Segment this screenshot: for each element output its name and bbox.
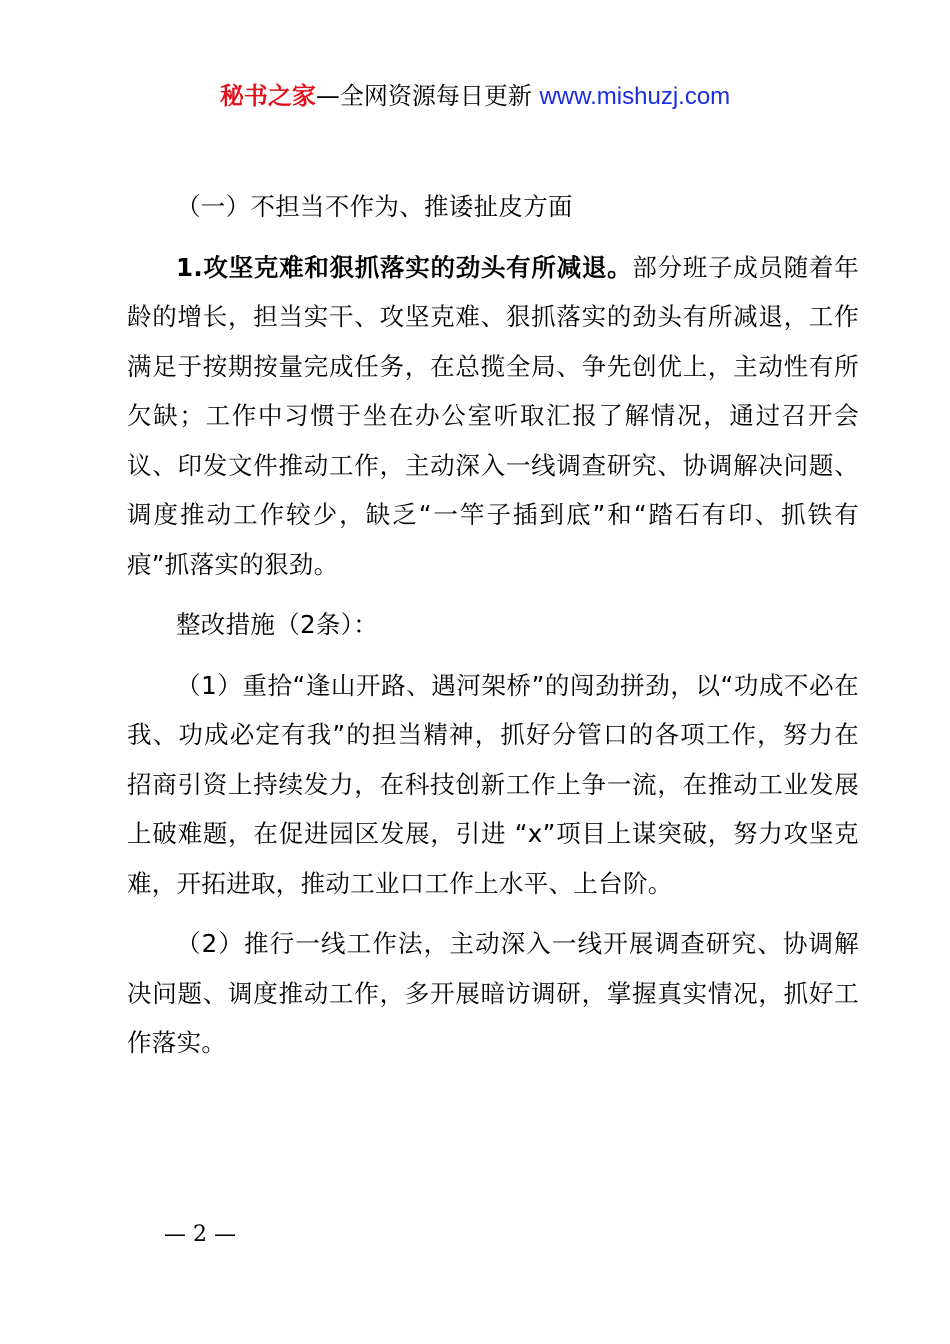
site-header [0, 80, 950, 113]
item-1-body: 部分班子成员随着年龄的增长，担当实干、攻坚克难、狠抓落实的劲头有所减退，工作满足于按期按量完成任务，在总揽全局、争先创优上，主动性有所欠缺；工作中习惯于坐在办公室听取汇报了解情况，通过召开会议、印发文件推动工作，主动深入一线调查研究、协调解决问题、调度推动工作较少，缺乏“一竿子插到底”和“踏石有印、抓铁有痕”抓落实的狠劲。 [127, 252, 859, 579]
page-number: — 2 — [164, 1222, 236, 1247]
header-tagline: —全网资源每日更新 [315, 82, 540, 110]
item-1-paragraph [127, 243, 859, 590]
document-body [127, 182, 859, 1079]
measure-2-paragraph: （2）推行一线工作法，主动深入一线开展调查研究、协调解决问题、调度推动工作，多开展暗访调研，掌握真实情况，抓好工作落实。 [127, 929, 859, 1057]
item-1-lead: 1.攻坚克难和狠抓落实的劲头有所减退。 [176, 252, 633, 282]
measures-title: 整改措施（2条）： [176, 610, 379, 639]
brand-name: 秘书之家 [219, 82, 316, 110]
measure-1-paragraph: （1）重拾“逢山开路、遇河架桥”的闯劲拼劲，以“功成不必在我、功成必定有我”的担当精神，抓好分管口的各项工作，努力在招商引资上持续发力，在科技创新工作上争一流，在推动工业发展上破难题，在促进园区发展，引进 “x”项目上谋突破，努力攻坚克难，开拓进取，推动工业口工作上水平、上台阶。 [127, 670, 859, 898]
site-url-link[interactable]: www.mishuzj.com [539, 83, 731, 110]
section-heading: （一）不担当不作为、推诿扯皮方面 [176, 192, 573, 221]
